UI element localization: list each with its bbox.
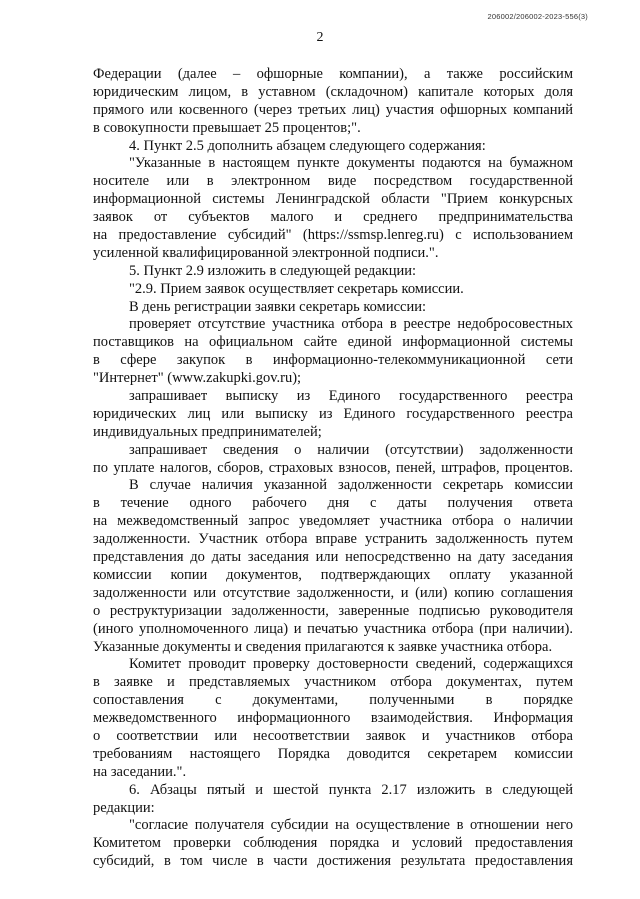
text-line: носителе или в электронном виде посредством государственной bbox=[93, 173, 573, 190]
text-line: в сфере закупок в информационно-телекоммуникационной сети bbox=[93, 352, 573, 369]
text-line: комиссии копии документов, подтверждающих оплату указанной bbox=[93, 566, 573, 583]
text-line: в заявке и представляемых участником отбора документах, путем bbox=[93, 674, 573, 691]
document-body bbox=[93, 66, 573, 871]
text-line: В случае наличия указанной задолженности секретарь комиссии bbox=[129, 477, 573, 494]
text-line: задолженности. Участник отбора вправе устранить задолженность путем bbox=[93, 531, 573, 548]
text-line: субсидий, в том числе в части достижения результата предоставления bbox=[93, 853, 573, 870]
text-line: индивидуальных предпринимателей; bbox=[93, 423, 322, 440]
text-line: юридическим лицом, в уставном (складочном) капитале которых доля bbox=[93, 83, 573, 100]
text-line: Федерации (далее – офшорные компании), а также российским bbox=[93, 66, 573, 82]
text-line: запрашивает выписку из Единого государственного реестра bbox=[129, 388, 573, 405]
text-line: сопоставления с документами, полученными в порядке bbox=[93, 692, 573, 709]
text-line: требованиям настоящего Порядка доводится секретарем комиссии bbox=[93, 745, 573, 762]
text-line: проверяет отсутствие участника отбора в реестре недобросовестных bbox=[129, 316, 573, 333]
text-line: на заседании.". bbox=[93, 763, 187, 780]
text-line: юридических лиц или выписку из Единого государственного реестра bbox=[93, 405, 573, 422]
text-line: о соответствии или несоответствии заявок и участников отбора bbox=[93, 727, 573, 744]
text-line: "Указанные в настоящем пункте документы подаются на бумажном bbox=[129, 155, 573, 172]
text-line: В день регистрации заявки секретарь комиссии: bbox=[129, 298, 427, 315]
text-line: "Интернет" (www.zakupki.gov.ru); bbox=[93, 370, 302, 387]
text-line: о реструктуризации задолженности, заверенные подписью руководителя bbox=[93, 602, 573, 619]
text-line: межведомственного информационного взаимодействия. Информация bbox=[93, 710, 573, 727]
text-line: поставщиков на официальном сайте единой информационной системы bbox=[93, 334, 573, 351]
text-line: в течение одного рабочего дня с даты получения ответа bbox=[93, 495, 573, 512]
text-line: "2.9. Прием заявок осуществляет секретарь комиссии. bbox=[129, 280, 464, 297]
text-line: прямого или косвенного (через третьих лиц) участия офшорных компаний bbox=[93, 101, 573, 118]
text-line: Комитет проводит проверку достоверности сведений, содержащихся bbox=[129, 656, 573, 673]
text-line: представления до даты заседания или непосредственно на дату заседания bbox=[93, 549, 573, 566]
text-line: Комитетом проверки соблюдения порядка и условий предоставления bbox=[93, 835, 573, 852]
text-line: задолженности или отсутствие задолженности, и (или) копию соглашения bbox=[93, 584, 573, 601]
text-line: 4. Пункт 2.5 дополнить абзацем следующего содержания: bbox=[129, 137, 486, 154]
text-line: 5. Пункт 2.9 изложить в следующей редакции: bbox=[129, 262, 417, 279]
text-line: усиленной квалифицированной электронной подписи.". bbox=[93, 244, 439, 261]
text-line: в совокупности превышает 25 процентов;". bbox=[93, 119, 361, 136]
text-line: заявок от субъектов малого и среднего предпринимательства bbox=[93, 209, 573, 226]
text-line: "согласие получателя субсидии на осуществление в отношении него bbox=[129, 817, 573, 834]
text-line: по уплате налогов, сборов, страховых взносов, пеней, штрафов, процентов. bbox=[93, 459, 573, 476]
text-line: на предоставление субсидий" (https://ssmsp.lenreg.ru) с использованием bbox=[93, 227, 573, 244]
text-line: информационной системы Ленинградской области "Прием конкурсных bbox=[93, 191, 573, 208]
text-line: (иного уполномоченного лица) и печатью участника отбора (при наличии). bbox=[93, 620, 573, 637]
text-line: на межведомственный запрос уведомляет участника отбора о наличии bbox=[93, 513, 573, 530]
text-line: редакции: bbox=[93, 799, 155, 816]
text-line: запрашивает сведения о наличии (отсутствии) задолженности bbox=[129, 441, 573, 458]
text-line: 6. Абзацы пятый и шестой пункта 2.17 изложить в следующей bbox=[129, 781, 573, 798]
text-line: Указанные документы и сведения прилагаются к заявке участника отбора. bbox=[93, 638, 553, 655]
document-number: 206002/206002-2023-556(3) bbox=[487, 12, 588, 21]
page-number: 2 bbox=[316, 30, 324, 45]
